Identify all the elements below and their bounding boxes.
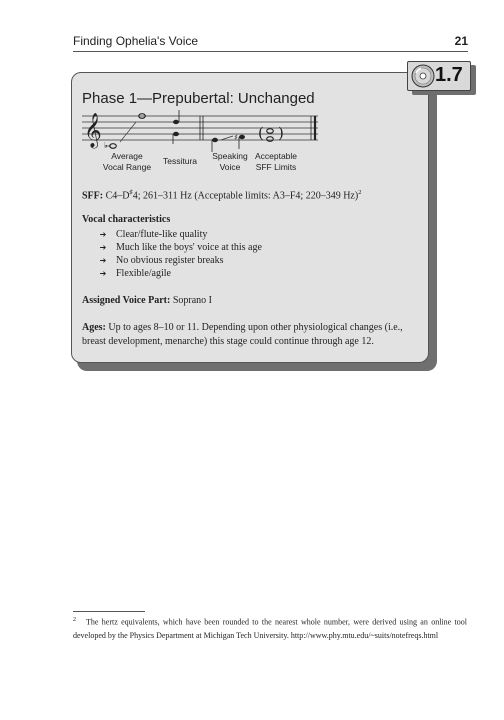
cd-icon	[411, 64, 435, 88]
ages-label: Ages:	[82, 322, 106, 333]
treble-clef-icon: 𝄞	[84, 113, 102, 148]
tessitura-notes	[173, 110, 179, 144]
svg-text:♭: ♭	[104, 141, 108, 150]
footnote	[73, 614, 467, 642]
ages-paragraph	[82, 321, 422, 349]
average-range-notes	[104, 114, 145, 150]
arrow-bullet-icon: ➔	[99, 269, 107, 278]
figure-tag	[407, 61, 471, 91]
ages-text: Up to ages 8–10 or 11. Depending upon other physiological changes (i.e., breast development, menarche) this stage could continue through age 12.	[82, 322, 403, 347]
running-head: Finding Ophelia's Voice	[73, 34, 199, 48]
list-item-text: Clear/flute-like quality	[116, 229, 208, 240]
sff-limit-notes	[258, 124, 284, 142]
sff-limits-label: Acceptable SFF Limits	[254, 151, 298, 172]
list-item-text: Flexible/agile	[116, 268, 171, 279]
vocal-characteristics-heading: Vocal characteristics	[82, 214, 171, 225]
list-item	[97, 228, 262, 241]
svg-text:♯: ♯	[234, 133, 238, 142]
vocal-characteristics-list	[97, 228, 262, 280]
footnote-text: The hertz equivalents, which have been rounded to the nearest whole number, were derived using an online tool developed by the Physics Department at Michigan Tech University. http://www.phy.mtu.edu/~suits/notefreqs.html	[73, 617, 467, 640]
list-item	[97, 241, 262, 254]
figure-number: 1.7	[435, 64, 463, 86]
sff-range-start: C4–D	[105, 190, 130, 202]
svg-text:(: (	[258, 124, 264, 142]
footnote-rule	[73, 611, 145, 612]
arrow-bullet-icon: ➔	[99, 230, 107, 239]
sff-range-end: 4; 261–311 Hz (Acceptable limits: A3–F4; 220–349 Hz)	[132, 190, 359, 202]
sff-footnote-ref: 2	[358, 189, 362, 196]
speaking-voice-label: Speaking Voice	[212, 151, 248, 172]
tessitura-label: Tessitura	[162, 156, 197, 166]
assigned-voice-part-value: Soprano I	[172, 295, 213, 306]
speaking-voice-notes	[212, 133, 245, 152]
phase-title: Phase 1—Prepubertal: Unchanged	[82, 90, 315, 107]
assigned-voice-part	[82, 295, 212, 306]
arrow-bullet-icon: ➔	[99, 256, 107, 265]
arrow-bullet-icon: ➔	[99, 243, 107, 252]
header-rule	[73, 51, 468, 52]
sff-label: SFF:	[82, 190, 104, 202]
svg-text:): )	[278, 124, 284, 142]
average-vocal-range-label: Average Vocal Range	[102, 151, 152, 172]
list-item	[97, 267, 262, 280]
list-item	[97, 254, 262, 267]
footnote-marker: 2	[73, 617, 76, 623]
sff-line	[82, 189, 361, 201]
page-number: 21	[454, 34, 468, 48]
assigned-voice-part-label: Assigned Voice Part:	[82, 295, 171, 306]
list-item-text: Much like the boys' voice at this age	[116, 242, 262, 253]
list-item-text: No obvious register breaks	[116, 255, 224, 266]
sharp-sign-icon: ♯	[129, 189, 133, 196]
